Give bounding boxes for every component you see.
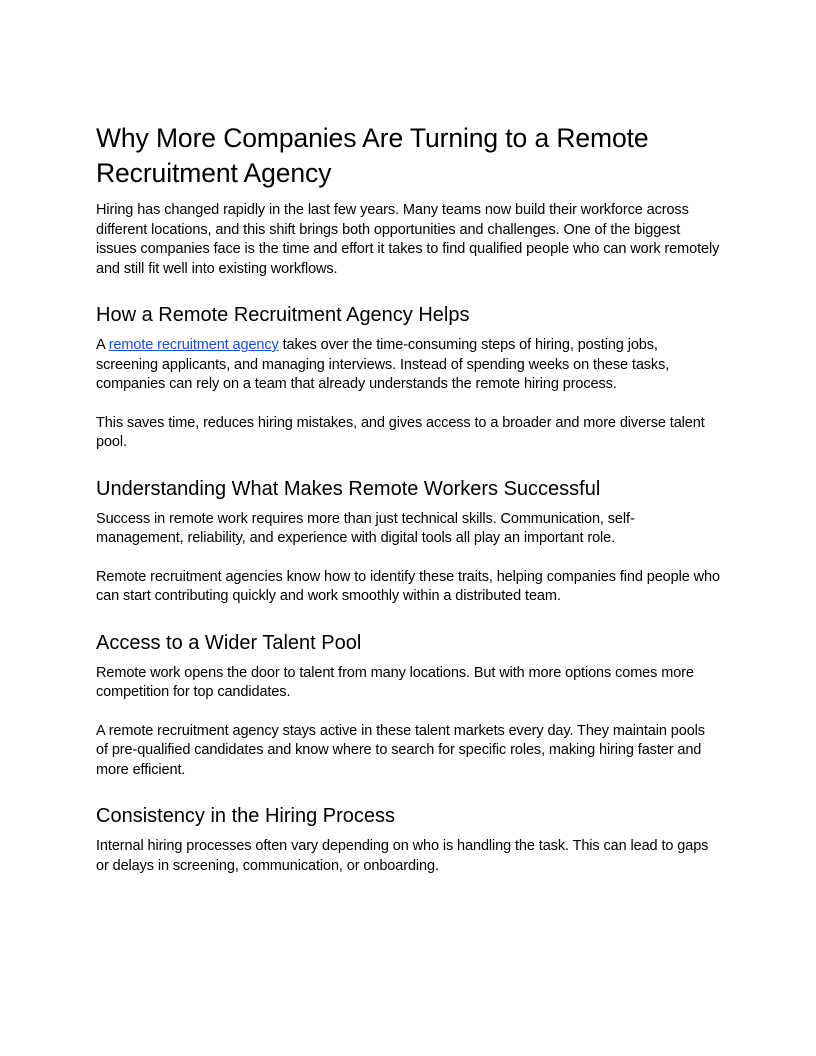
section-paragraph: A remote recruitment agency stays active in these talent markets every day. They maintain pools of pre-qualified candidates and know where to search for specific roles, making hiring faster and more efficient. xyxy=(96,722,705,778)
section-paragraph: Remote recruitment agencies know how to identify these traits, helping companies find people who can start contributing quickly and work smoothly within a distributed team. xyxy=(96,568,720,604)
section-paragraph: This saves time, reduces hiring mistakes, and gives access to a broader and more diverse talent pool. xyxy=(96,414,705,450)
section-how-agency-helps xyxy=(96,302,720,453)
intro-paragraph: Hiring has changed rapidly in the last few years. Many teams now build their workforce across different locations, and this shift brings both opportunities and challenges. One of the biggest issues companies face is the time and effort it takes to find qualified people who can work remotely and still fit well into existing workflows. xyxy=(96,202,720,277)
section-paragraph: Internal hiring processes often vary depending on who is handling the task. This can lead to gaps or delays in screening, communication, or onboarding. xyxy=(96,838,709,874)
section-paragraph xyxy=(96,336,720,395)
section-heading: How a Remote Recruitment Agency Helps xyxy=(96,304,470,326)
paragraph-text: takes over the time-consuming steps of hiring, posting jobs, screening applicants, and managing interviews. Instead of spending weeks on these tasks, companies can rely on a team that already understands the remote hiring process. xyxy=(96,337,670,392)
section-hiring-consistency xyxy=(96,803,720,876)
document-title: Why More Companies Are Turning to a Remote Recruitment Agency xyxy=(96,123,649,188)
section-paragraph: Remote work opens the door to talent from many locations. But with more options comes more competition for top candidates. xyxy=(96,664,694,700)
section-heading: Access to a Wider Talent Pool xyxy=(96,631,362,654)
section-heading: Understanding What Makes Remote Workers Successful xyxy=(96,477,601,500)
section-paragraph: Success in remote work requires more than just technical skills. Communication, self-management, reliability, and experience with digital tools all play an important role. xyxy=(96,510,635,546)
paragraph-text: A xyxy=(96,337,109,353)
section-remote-workers-success xyxy=(96,476,720,607)
section-wider-talent-pool xyxy=(96,630,720,781)
section-heading: Consistency in the Hiring Process xyxy=(96,805,396,827)
document-body xyxy=(96,121,720,876)
remote-recruitment-agency-link[interactable]: remote recruitment agency xyxy=(108,337,279,353)
